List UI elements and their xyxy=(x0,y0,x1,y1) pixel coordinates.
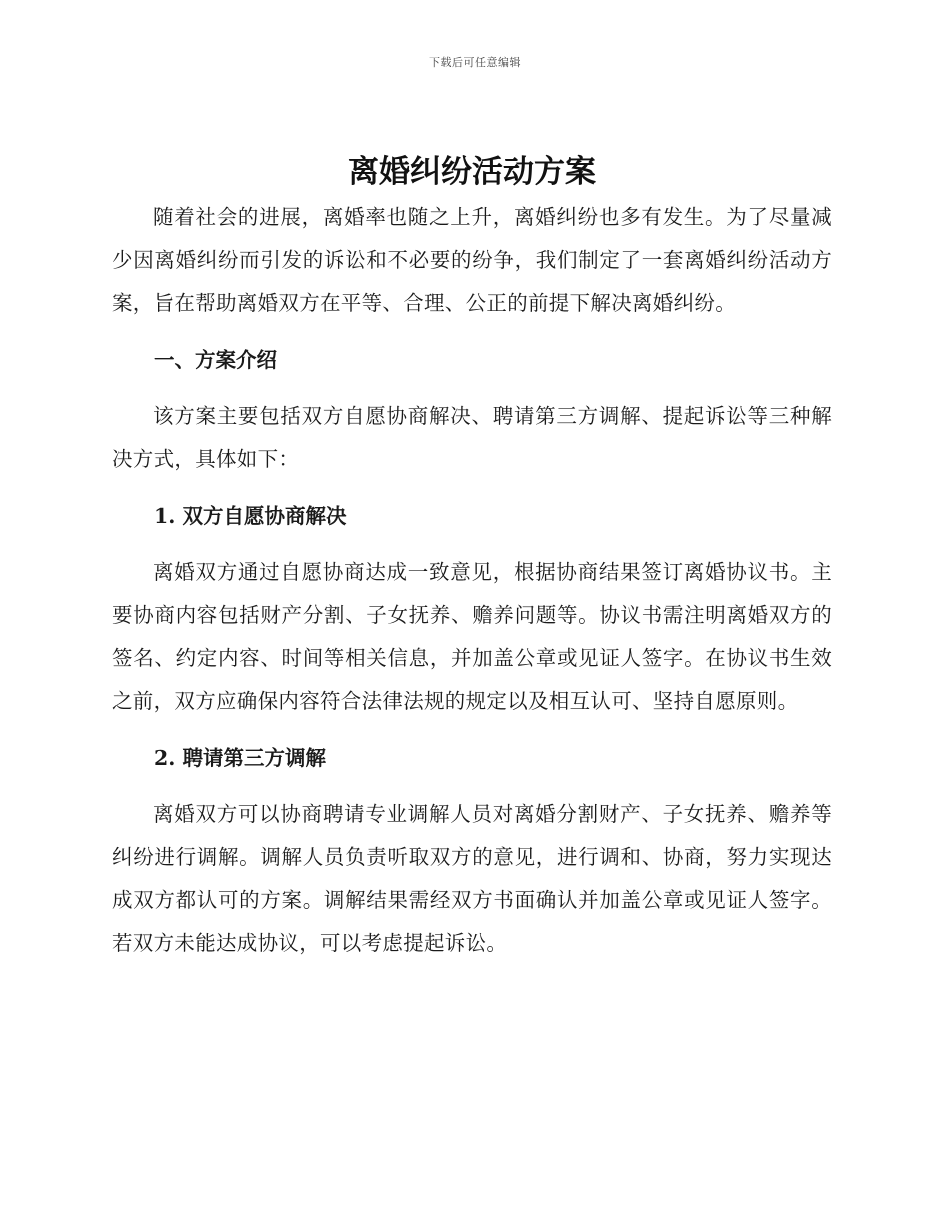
header-note: 下载后可任意编辑 xyxy=(429,56,521,69)
item-heading-negotiation: 1. 双方自愿协商解决 xyxy=(154,504,347,528)
item-mediation-paragraph: 离婚双方可以协商聘请专业调解人员对离婚分割财产、子女抚养、赡养等纠纷进行调解。调解人员负责听取双方的意见，进行调和、协商，努力实现达成双方都认可的方案。调解结果需经双方书面确认并加盖公章或见证人签字。若双方未能达成协议，可以考虑提起诉讼。 xyxy=(112,802,832,955)
intro-paragraph: 随着社会的进展，离婚率也随之上升，离婚纠纷也多有发生。为了尽量减少因离婚纠纷而引发的诉讼和不必要的纷争，我们制定了一套离婚纠纷活动方案，旨在帮助离婚双方在平等、合理、公正的前提下解决离婚纠纷。 xyxy=(112,205,832,315)
document-title: 离婚纠纷活动方案 xyxy=(348,154,596,190)
item-heading-mediation: 2. 聘请第三方调解 xyxy=(154,746,327,770)
document-body xyxy=(112,150,832,965)
section-heading-intro: 一、方案介绍 xyxy=(154,348,277,372)
item-negotiation-paragraph: 离婚双方通过自愿协商达成一致意见，根据协商结果签订离婚协议书。主要协商内容包括财产分割、子女抚养、赡养问题等。协议书需注明离婚双方的签名、约定内容、时间等相关信息，并加盖公章或见证人签字。在协议书生效之前，双方应确保内容符合法律法规的规定以及相互认可、坚持自愿原则。 xyxy=(112,560,832,713)
section-intro-paragraph: 该方案主要包括双方自愿协商解决、聘请第三方调解、提起诉讼等三种解决方式，具体如下： xyxy=(112,404,832,471)
